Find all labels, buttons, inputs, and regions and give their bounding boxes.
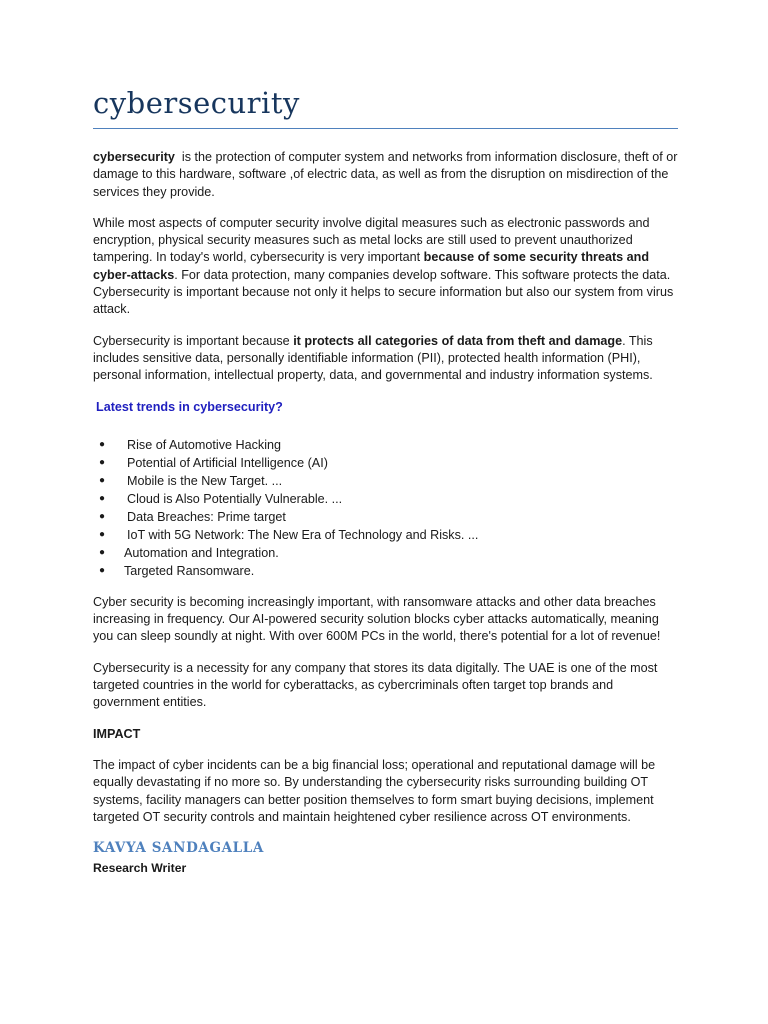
- paragraph-5: Cybersecurity is a necessity for any company that stores its data digitally. The UAE is one of the most targeted countries in the world for cyberattacks, as cybercriminals often target top brands and government entities.: [93, 660, 658, 710]
- trends-heading: Latest trends in cybersecurity?: [96, 399, 283, 414]
- paragraph-2: [93, 215, 678, 319]
- bullet-icon: ●: [99, 564, 106, 576]
- list-item: [93, 454, 678, 472]
- paragraph-2-part1: While most aspects of computer security involve digital measures such as electronic passwords and encryption, physical security measures such as metal locks are still used to prevent unauthorized tampering. In today's world, cybersecurity is very important: [93, 215, 650, 265]
- bullet-icon: ●: [99, 492, 106, 504]
- document-body: [93, 149, 681, 878]
- document-title: cybersecurity: [93, 86, 300, 120]
- paragraph-3-part1: Cybersecurity is important because: [93, 333, 294, 348]
- list-item: [93, 508, 678, 526]
- paragraph-3-bold: it protects all categories of data from theft and damage: [293, 333, 623, 348]
- bullet-icon: ●: [99, 546, 106, 558]
- list-item-text: Data Breaches: Prime target: [127, 509, 286, 524]
- author-role: Research Writer: [93, 861, 187, 876]
- author-name: KAVYA SANDAGALLA: [93, 840, 264, 857]
- list-item: [93, 544, 678, 562]
- list-item-text: Automation and Integration.: [124, 545, 279, 560]
- paragraph-6: The impact of cyber incidents can be a big financial loss; operational and reputational damage will be equally devastating if no more so. By understanding the cybersecurity risks surrounding building OT systems, facility managers can better position themselves to form smart buying decisions, implement targeted OT security controls and maintain heightened cyber resilience across OT environments.: [93, 757, 656, 824]
- list-item-text: IoT with 5G Network: The New Era of Technology and Risks. ...: [127, 527, 479, 542]
- list-item: [93, 526, 678, 544]
- trends-list: [93, 436, 678, 580]
- paragraph-3: [93, 333, 678, 385]
- bullet-icon: ●: [99, 438, 106, 450]
- list-item: [93, 562, 678, 580]
- paragraph-2-bold: because of some security threats and cyber-attacks: [93, 250, 650, 282]
- bullet-icon: ●: [99, 528, 106, 540]
- paragraph-3-part2: . This includes sensitive data, personally identifiable information (PII), protected health information (PHI), personal information, intellectual property, data, and governmental and industry information systems.: [93, 333, 653, 383]
- intro-term: cybersecurity: [93, 150, 175, 164]
- title-underline: [93, 128, 678, 129]
- paragraph-4: Cyber security is becoming increasingly important, with ransomware attacks and other data breaches increasing in frequency. Our AI-powered security solution blocks cyber attacks automatically, meaning you can sleep soundly at night. With over 600M PCs in the world, there's potential for a lot of revenue!: [93, 594, 661, 644]
- list-item: [93, 436, 678, 454]
- intro-paragraph: [93, 149, 681, 201]
- list-item-text: Cloud is Also Potentially Vulnerable. ...: [127, 491, 343, 506]
- list-item: [93, 472, 678, 490]
- bullet-icon: ●: [99, 510, 106, 522]
- bullet-icon: ●: [99, 474, 106, 486]
- impact-heading: IMPACT: [93, 726, 141, 741]
- list-item-text: Targeted Ransomware.: [124, 563, 255, 578]
- list-item-text: Rise of Automotive Hacking: [127, 437, 281, 452]
- list-item: [93, 490, 678, 508]
- intro-text: is the protection of computer system and networks from information disclosure, theft of or damage to this hardware, software ,of electric data, as well as from the disruption on misdirection of the services they provide.: [93, 150, 681, 199]
- bullet-icon: ●: [99, 456, 106, 468]
- list-item-text: Mobile is the New Target. ...: [127, 473, 283, 488]
- list-item-text: Potential of Artificial Intelligence (AI): [127, 455, 328, 470]
- paragraph-2-part2: . For data protection, many companies develop software. This software protects the data. Cybersecurity is important because not only it helps to secure information but also our system from virus attack.: [93, 267, 674, 317]
